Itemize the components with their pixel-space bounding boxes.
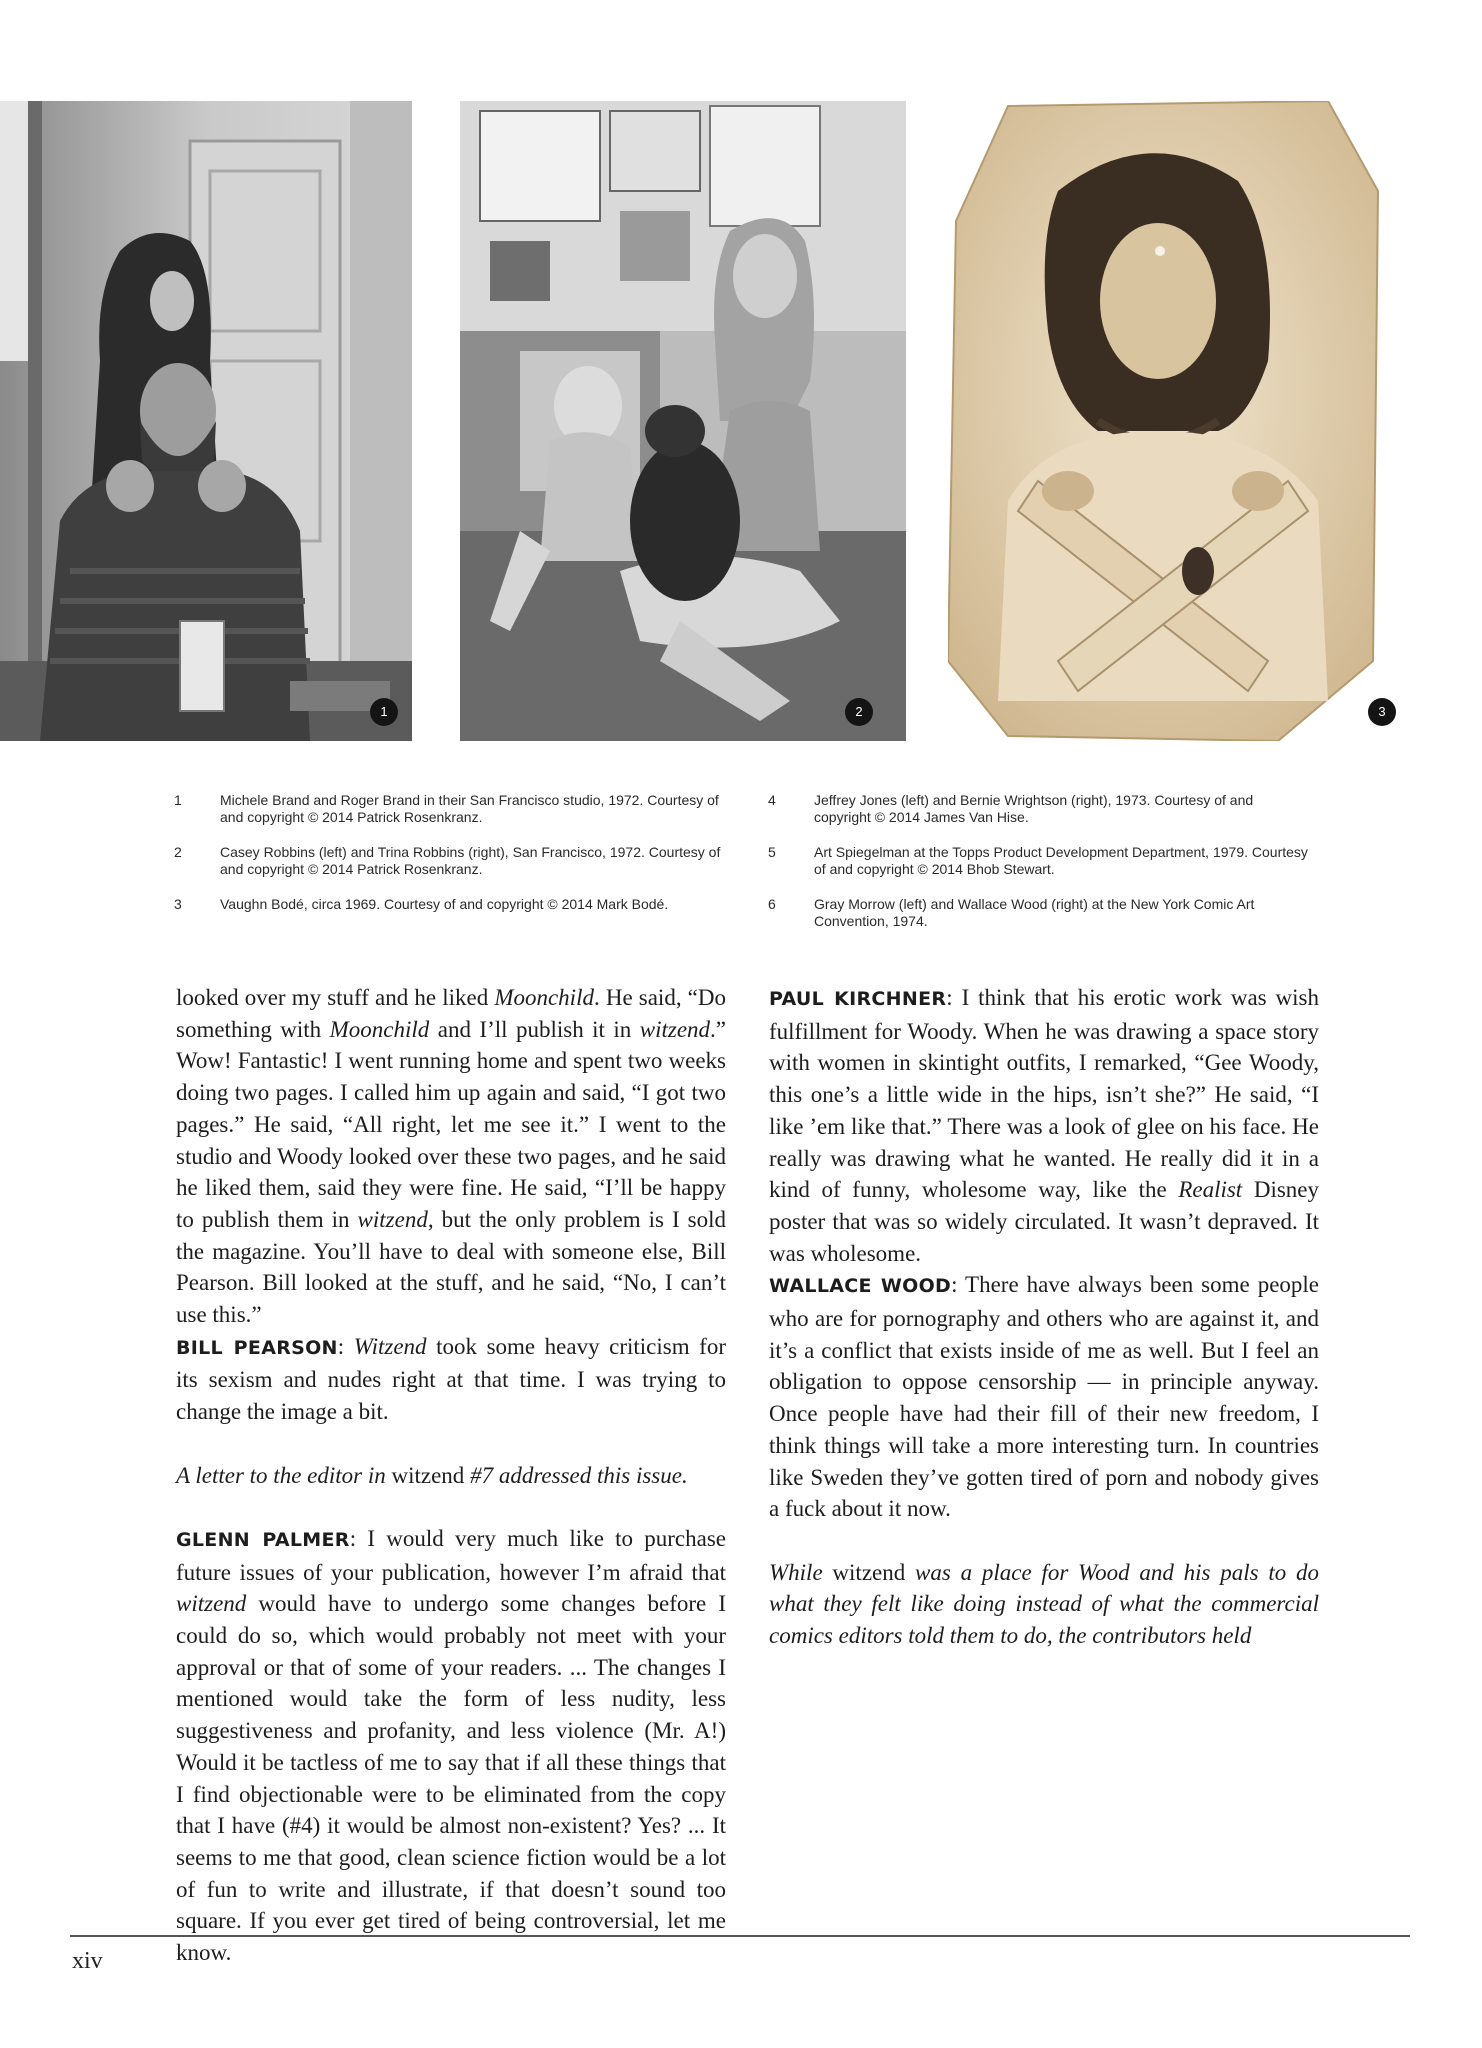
paragraph-wallace-wood <box>769 1269 1319 1525</box>
caption-number: 3 <box>174 896 182 912</box>
text-run: : <box>946 985 962 1010</box>
paragraph-paul-kirchner <box>769 982 1319 1269</box>
caption-3 <box>174 896 730 913</box>
photo-brand-couple <box>0 101 412 741</box>
caption-number: 1 <box>174 792 182 808</box>
text-run: : <box>349 1525 368 1551</box>
caption-number: 6 <box>768 896 776 912</box>
text-run: witzend <box>385 1462 471 1488</box>
captions-left-column <box>174 792 730 931</box>
page-number: xiv <box>72 1948 103 1974</box>
photo-number-badge-1: 1 <box>370 698 398 726</box>
text-run: and I’ll publish it in <box>429 1016 640 1042</box>
italic-text: #7 addressed this issue. <box>470 1462 688 1488</box>
photo-vaughn-bode <box>948 101 1383 741</box>
text-run: . He said, “Do something with <box>176 985 726 1042</box>
italic-title: Realist <box>1178 1177 1243 1203</box>
italic-title: witzend <box>176 1591 247 1617</box>
caption-2 <box>174 844 730 878</box>
speaker-name: GLENN PALMER <box>176 1528 350 1551</box>
caption-number: 2 <box>174 844 182 860</box>
italic-text: While <box>769 1559 823 1585</box>
text-run: took some heavy criticism for its sexism and nudes right at that time. I was trying to change the image a bit. <box>176 1333 726 1425</box>
paragraph-bill-pearson <box>176 1331 726 1428</box>
text-run: would have to undergo some changes before I could do so, which would probably not meet with your approval or that of some of your readers. ... The changes I mentioned would take the form of less nudity, less suggestiveness and profanity, and less violence (Mr. A!) Would it be tactless of me to say that if all these things that I find objectionable were to be eliminated from the copy that I have (#4) it would be almost non-existent? Yes? ... It seems to me that good, clean science fiction would be a lot of fun to write and illustrate, if that doesn’t sound too square. If you ever get tired of being controversial, let me know. <box>176 1591 726 1966</box>
paragraph-editor-note <box>176 1460 726 1492</box>
text-run: There have always been some people who are for pornography and others who are against it, and it’s a conflict that exists inside of me as well. But I feel an obligation to oppose censorship — in principle anyway. Once people have had their fill of their new freedom, I think things will take a more interesting turn. In countries like Sweden they’ve gotten tired of porn and nobody gives a fuck about it now. <box>769 1272 1319 1522</box>
caption-number: 5 <box>768 844 776 860</box>
text-run: .” Wow! Fantastic! I went running home and spent two weeks doing two pages. I called him up again and said, “I got two pages.” He said, “All right, let me see it.” I went to the studio and Woody looked over these two pages, and he said he liked them, said they were fine. He said, “I’ll be happy to publish them in <box>176 1016 726 1232</box>
text-run: witzend <box>822 1559 916 1585</box>
italic-text: A letter to the editor in <box>176 1462 386 1488</box>
speaker-name: BILL PEARSON <box>176 1336 338 1359</box>
caption-text: Gray Morrow (left) and Wallace Wood (right) at the New York Comic Art Convention, 1974. <box>814 896 1255 929</box>
paragraph-closing-note <box>769 1557 1319 1652</box>
photo-robbins-mother-child <box>460 101 906 741</box>
body-column-right <box>769 982 1319 1652</box>
caption-5 <box>768 844 1308 878</box>
caption-4 <box>768 792 1308 826</box>
italic-text: was a place for Wood and his pals to do what they felt like doing instead of what the commercial comics editors told them to do, the contributors held <box>769 1559 1320 1649</box>
italic-title: witzend <box>639 1016 711 1042</box>
text-run: looked over my stuff and he liked <box>176 985 495 1010</box>
footer-rule <box>70 1935 1410 1937</box>
caption-number: 4 <box>768 792 776 808</box>
text-run: Disney poster that was so widely circulated. It wasn’t depraved. It was wholesome. <box>769 1177 1319 1266</box>
italic-title: witzend <box>357 1206 428 1232</box>
photo-number-badge-3: 3 <box>1368 698 1396 726</box>
caption-text: Jeffrey Jones (left) and Bernie Wrightson (right), 1973. Courtesy of and copyright © 2014 James Van Hise. <box>814 792 1254 825</box>
photo-number-badge-2: 2 <box>845 698 873 726</box>
speaker-name: WALLACE WOOD <box>769 1275 952 1298</box>
speaker-name: PAUL KIRCHNER <box>769 988 947 1010</box>
text-run: : <box>337 1333 354 1359</box>
caption-1 <box>174 792 730 826</box>
caption-text: Vaughn Bodé, circa 1969. Courtesy of and copyright © 2014 Mark Bodé. <box>220 896 669 912</box>
text-run: I would very much like to purchase future issues of your publication, however I’m afraid that <box>176 1525 727 1585</box>
caption-6 <box>768 896 1308 930</box>
italic-title: Witzend <box>353 1333 427 1359</box>
paragraph-glenn-palmer <box>176 1523 726 1969</box>
text-run: , but the only problem is I sold the magazine. You’ll have to deal with someone else, Bill Pearson. Bill looked at the stuff, and he said, “No, I can’t use this.” <box>176 1206 727 1328</box>
italic-title: Moonchild <box>329 1016 430 1042</box>
text-run: : <box>951 1272 966 1298</box>
italic-title: Moonchild <box>494 985 594 1010</box>
text-run: I think that his erotic work was wish fulfillment for Woody. When he was drawing a space story with women in skintight outfits, I remarked, “Gee Woody, this one’s a little wide in the hips, isn’t she?” He said, “I like ’em like that.” There was a look of glee on his face. He really was drawing what he wanted. He really did it in a kind of funny, wholesome way, like the <box>769 985 1319 1203</box>
paragraph-moonchild <box>176 982 726 1331</box>
captions-right-column <box>768 792 1308 948</box>
body-column-left <box>176 982 726 1969</box>
caption-text: Michele Brand and Roger Brand in their San Francisco studio, 1972. Courtesy of and copyright © 2014 Patrick Rosenkranz. <box>220 792 719 825</box>
caption-text: Casey Robbins (left) and Trina Robbins (right), San Francisco, 1972. Courtesy of and copyright © 2014 Patrick Rosenkranz. <box>220 844 721 877</box>
caption-text: Art Spiegelman at the Topps Product Development Department, 1979. Courtesy of and copyright © 2014 Bhob Stewart. <box>814 844 1308 877</box>
